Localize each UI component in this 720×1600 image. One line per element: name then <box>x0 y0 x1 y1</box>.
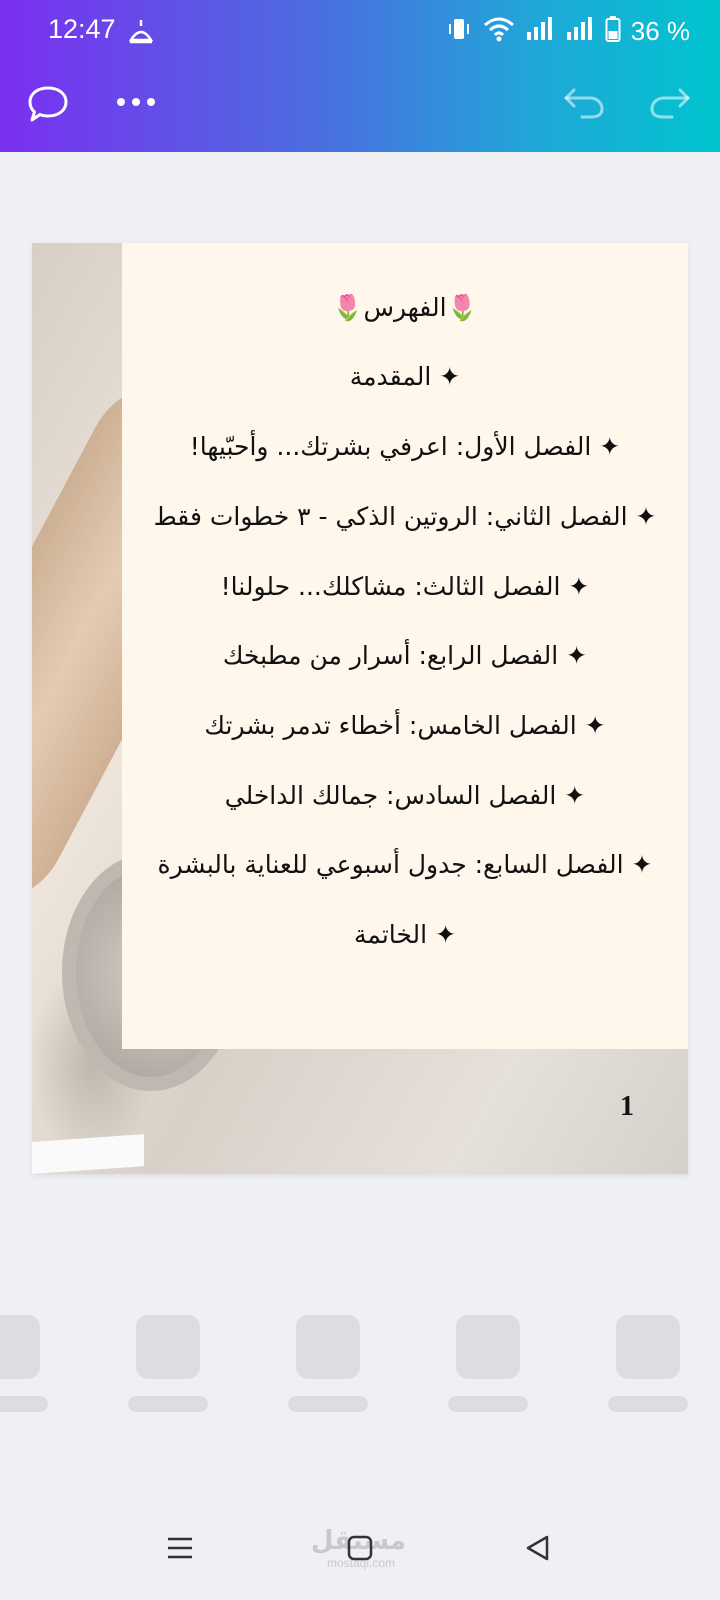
tool-placeholder <box>136 1315 200 1379</box>
design-page[interactable] <box>32 243 688 1174</box>
battery-percent: 36 % <box>630 15 690 46</box>
wifi-icon <box>483 15 515 47</box>
redo-icon <box>648 105 692 124</box>
system-nav-bar <box>0 1500 720 1600</box>
prayer-notification-icon <box>128 16 154 50</box>
back-button[interactable] <box>524 1534 552 1566</box>
bottom-tools-placeholder <box>0 1315 720 1415</box>
undo-icon <box>562 105 606 124</box>
toc-item[interactable]: ✦ الفصل الأول: اعرفي بشرتك... وأحبّيها! <box>189 432 621 461</box>
toc-item[interactable]: ✦ الفصل السادس: جمالك الداخلي <box>224 781 586 810</box>
home-icon <box>346 1547 374 1566</box>
status-icons <box>445 14 690 48</box>
redo-button[interactable] <box>648 84 692 124</box>
tool-label-placeholder <box>128 1396 208 1412</box>
undo-button[interactable] <box>562 84 606 124</box>
page-number[interactable]: 1 <box>620 1091 634 1122</box>
watermark-logo-text: مستقل <box>310 1526 406 1556</box>
status-time: 12:47 <box>48 14 116 44</box>
menu-icon <box>166 1547 194 1566</box>
back-icon <box>524 1547 552 1566</box>
comment-button[interactable] <box>26 84 70 128</box>
tool-placeholder <box>0 1315 40 1379</box>
vibrate-icon <box>445 15 473 47</box>
toc-item[interactable]: ✦ الفصل الخامس: أخطاء تدمر بشرتك <box>204 711 606 740</box>
toc-item[interactable]: ✦ المقدمة <box>349 362 461 391</box>
battery-icon <box>605 15 621 47</box>
tool-placeholder <box>296 1315 360 1379</box>
toc-item[interactable]: ✦ الفصل السابع: جدول أسبوعي للعناية بالبشرة <box>157 850 653 879</box>
toc-item[interactable]: ✦ الفصل الرابع: أسرار من مطبخك <box>222 641 588 670</box>
tool-placeholder <box>456 1315 520 1379</box>
background-paper-corner <box>32 1134 144 1174</box>
comment-icon <box>26 109 70 128</box>
signal-icon <box>525 16 555 46</box>
top-app-bar <box>0 0 720 152</box>
toc-item[interactable]: ✦ الخاتمة <box>353 920 457 949</box>
toc-title[interactable]: 🌷الفهرس🌷 <box>332 293 478 322</box>
home-button[interactable] <box>346 1534 374 1566</box>
tool-label-placeholder <box>448 1396 528 1412</box>
recent-apps-button[interactable] <box>166 1534 194 1566</box>
watermark-url: mostaql.com <box>326 1556 396 1570</box>
toc-item[interactable]: ✦ الفصل الثالث: مشاكلك... حلولنا! <box>220 572 590 601</box>
tool-label-placeholder <box>288 1396 368 1412</box>
toc-item[interactable]: ✦ الفصل الثاني: الروتين الذكي - ٣ خطوات فقط <box>153 502 657 531</box>
more-options-button[interactable] <box>116 92 156 116</box>
tool-label-placeholder <box>0 1396 48 1412</box>
status-bar <box>0 0 720 64</box>
tool-label-placeholder <box>608 1396 688 1412</box>
toc-panel[interactable] <box>122 243 688 1049</box>
signal-icon-2 <box>565 16 595 46</box>
tool-placeholder <box>616 1315 680 1379</box>
more-icon <box>116 97 156 116</box>
